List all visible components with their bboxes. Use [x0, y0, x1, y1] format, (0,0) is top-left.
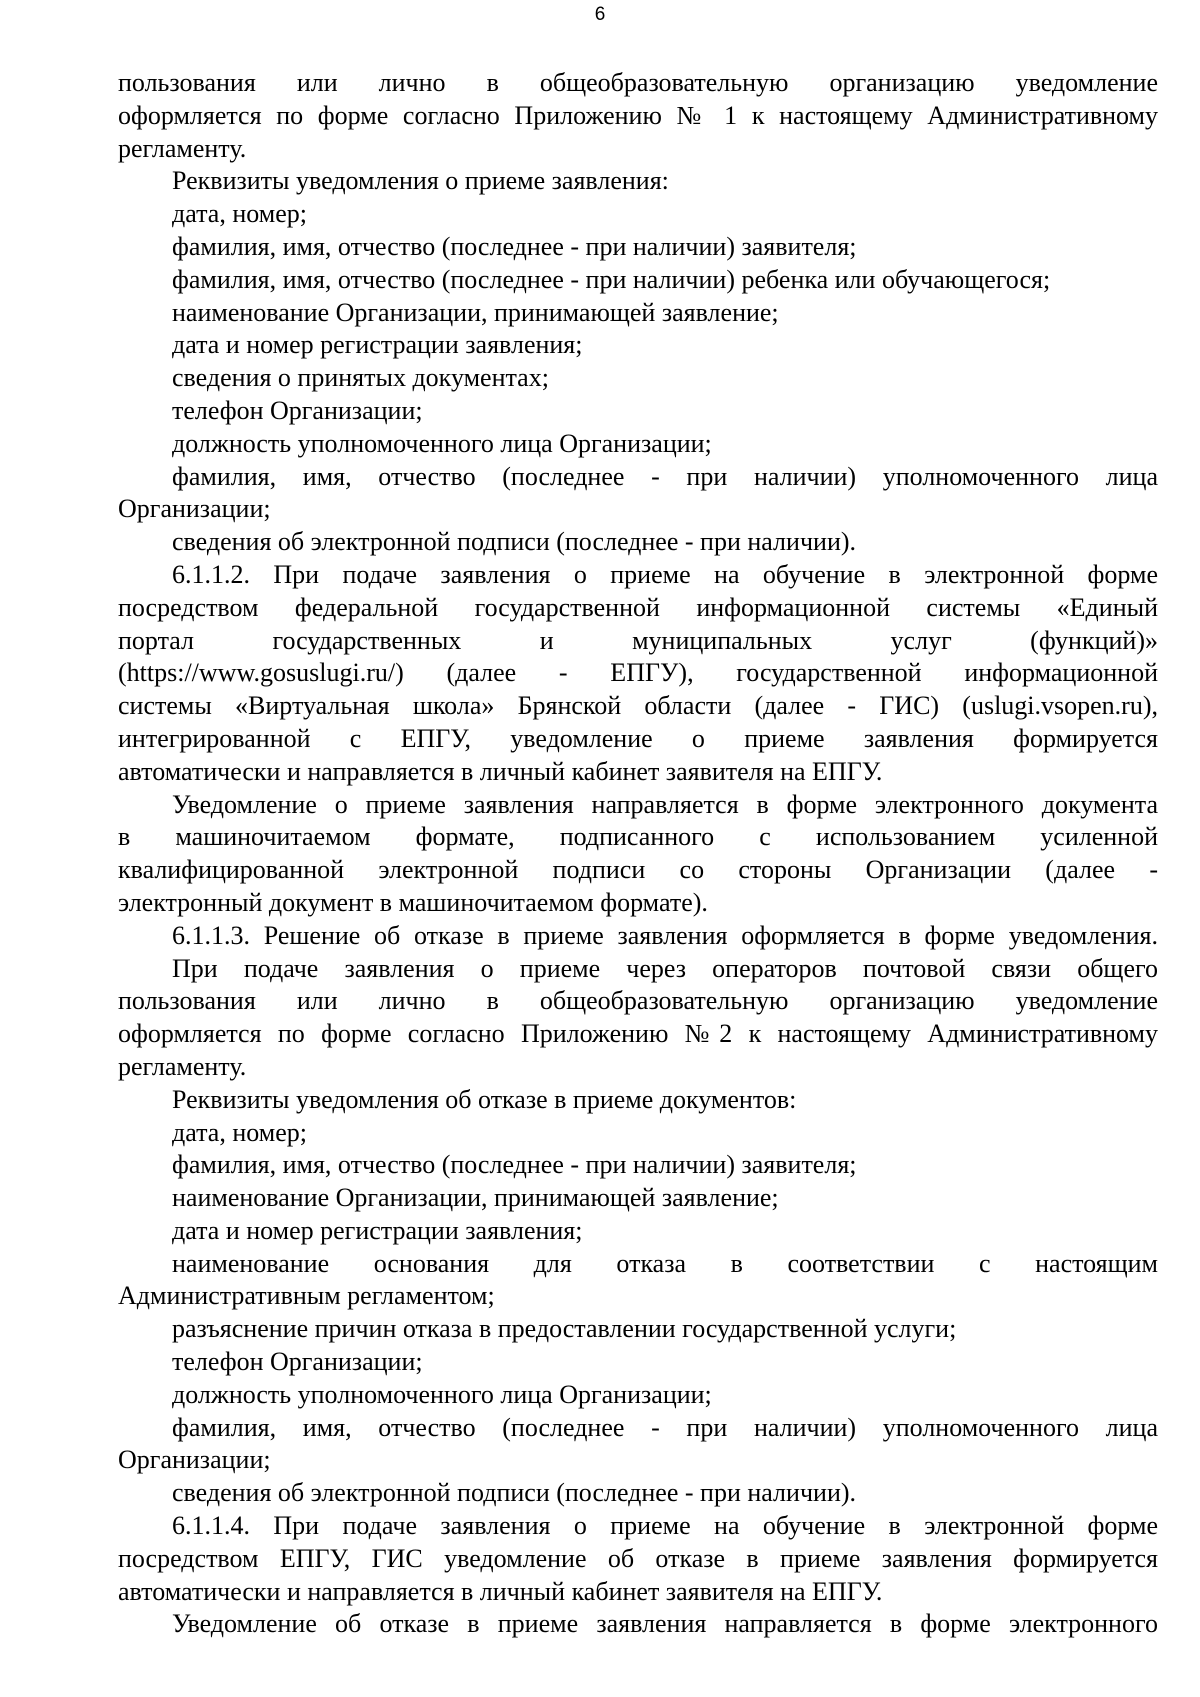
page-number: 6: [594, 4, 606, 25]
text-line: оформляется по форме согласно Приложению № 1 к настоящему Административному: [118, 100, 1158, 130]
text-line: пользования или лично в общеобразовательную организацию уведомление: [118, 68, 1158, 97]
text-line: должность уполномоченного лица Организации;: [172, 428, 712, 458]
text-line: Организации;: [118, 494, 271, 524]
text-line: дата, номер;: [172, 199, 307, 229]
text-line: портал государственных и муниципальных услуг (функций)»: [118, 625, 1158, 655]
text-line: системы «Виртуальная школа» Брянской области (далее - ГИС) (uslugi.vsopen.ru),: [118, 691, 1158, 721]
text-line: сведения об электронной подписи (последнее - при наличии).: [172, 527, 857, 557]
text-line: дата и номер регистрации заявления;: [172, 1215, 583, 1245]
text-line: оформляется по форме согласно Приложению №2 к настоящему Административному: [118, 1019, 1158, 1049]
text-line: интегрированной с ЕПГУ, уведомление о приеме заявления формируется: [118, 723, 1158, 753]
text-line: сведения об электронной подписи (последнее - при наличии).: [172, 1478, 857, 1508]
text-line: пользования или лично в общеобразовательную организацию уведомление: [118, 986, 1158, 1016]
text-line: Уведомление об отказе в приеме заявления направляется в форме электронного: [172, 1609, 1158, 1639]
text-line: дата, номер;: [172, 1117, 307, 1147]
text-line: Реквизиты уведомления о приеме заявления:: [172, 166, 669, 196]
text-line: фамилия, имя, отчество (последнее - при наличии) уполномоченного лица: [172, 1412, 1158, 1442]
text-line: наименование основания для отказа в соответствии с настоящим: [172, 1248, 1158, 1278]
text-line: автоматически и направляется в личный кабинет заявителя на ЕПГУ.: [118, 1576, 883, 1606]
text-line: разъяснение причин отказа в предоставлении государственной услуги;: [172, 1314, 957, 1344]
text-line: Административным регламентом;: [118, 1281, 495, 1311]
text-line: регламенту.: [118, 133, 247, 163]
text-line: квалифицированной электронной подписи со стороны Организации (далее -: [118, 855, 1158, 885]
text-line: посредством ЕПГУ, ГИС уведомление об отказе в приеме заявления формируется: [118, 1543, 1158, 1573]
text-line: телефон Организации;: [172, 395, 423, 425]
document-body: [118, 67, 1158, 1641]
text-line: При подаче заявления о приеме через операторов почтовой связи общего: [172, 953, 1158, 983]
text-line: автоматически и направляется в личный кабинет заявителя на ЕПГУ.: [118, 756, 883, 786]
text-line: сведения о принятых документах;: [172, 363, 549, 393]
text-line: телефон Организации;: [172, 1347, 423, 1377]
text-line: в машиночитаемом формате, подписанного с использованием усиленной: [118, 822, 1158, 852]
text-line: Уведомление о приеме заявления направляется в форме электронного документа: [172, 789, 1158, 819]
text-line: Организации;: [118, 1445, 271, 1475]
text-line: (https://www.gosuslugi.ru/) (далее - ЕПГУ), государственной информационной: [118, 658, 1158, 688]
text-line: наименование Организации, принимающей заявление;: [172, 297, 779, 327]
text-line: фамилия, имя, отчество (последнее - при наличии) уполномоченного лица: [172, 461, 1158, 491]
text-line: 6.1.1.4. При подаче заявления о приеме на обучение в электронной форме: [172, 1511, 1158, 1541]
text-line: должность уполномоченного лица Организации;: [172, 1379, 712, 1409]
text-line: регламенту.: [118, 1051, 247, 1081]
text-line: Реквизиты уведомления об отказе в приеме документов:: [172, 1084, 797, 1114]
text-line: 6.1.1.2. При подаче заявления о приеме на обучение в электронной форме: [172, 559, 1158, 589]
text-line: 6.1.1.3. Решение об отказе в приеме заявления оформляется в форме уведомления.: [172, 920, 1158, 950]
text-line: фамилия, имя, отчество (последнее - при наличии) ребенка или обучающегося;: [172, 264, 1051, 294]
text-line: наименование Организации, принимающей заявление;: [172, 1183, 779, 1213]
text-line: фамилия, имя, отчество (последнее - при наличии) заявителя;: [172, 231, 857, 261]
text-line: электронный документ в машиночитаемом формате).: [118, 887, 708, 917]
text-line: фамилия, имя, отчество (последнее - при наличии) заявителя;: [172, 1150, 857, 1180]
text-line: дата и номер регистрации заявления;: [172, 330, 583, 360]
text-line: посредством федеральной государственной информационной системы «Единый: [118, 592, 1158, 622]
